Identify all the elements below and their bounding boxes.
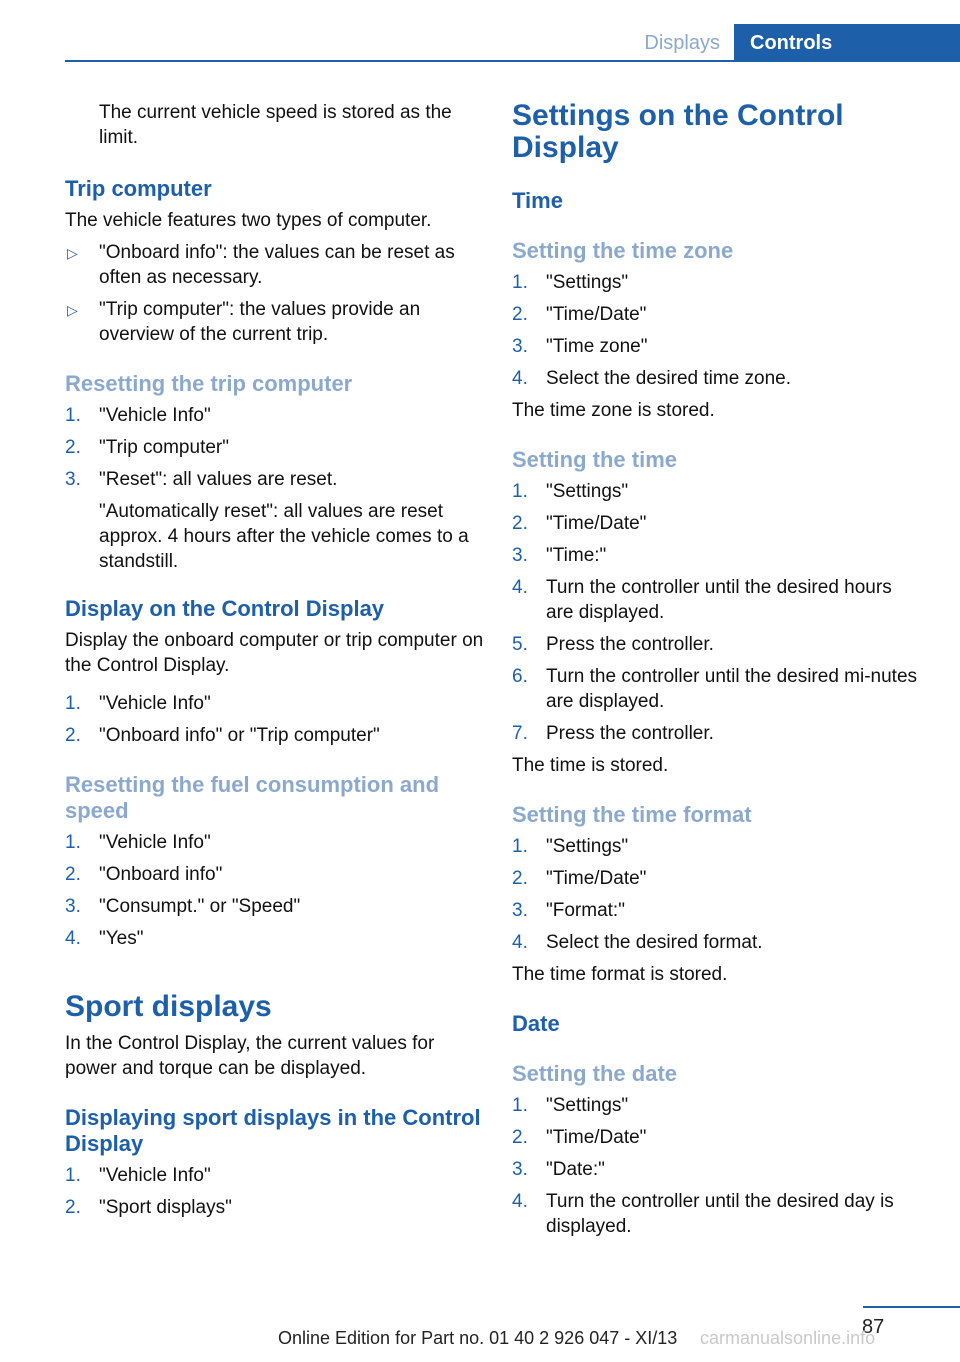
left-column	[65, 100, 485, 1227]
reset-trip-steps	[65, 403, 485, 574]
heading-sport-displays: Sport displays	[65, 990, 272, 1023]
triangle-bullet-icon: ▷	[67, 302, 78, 318]
display-control-steps	[65, 691, 485, 748]
list-item: 1. "Settings"	[512, 836, 629, 857]
list-item: 1. "Vehicle Info"	[65, 832, 211, 853]
trip-computer-list	[65, 240, 485, 347]
sport-display-steps	[65, 1163, 485, 1220]
heading-trip-computer: Trip computer	[65, 176, 212, 201]
list-item: 7. Press the controller.	[512, 723, 714, 744]
heading-set-time: Setting the time	[512, 447, 678, 472]
page-header	[0, 24, 960, 62]
list-item: 2. "Trip computer"	[65, 437, 229, 458]
list-item: 4. Select the desired time zone.	[512, 368, 792, 389]
list-item: 4. Turn the controller until the desired day is displayed.	[512, 1191, 894, 1237]
edition-note: Online Edition for Part no. 01 40 2 926 047 - XI/13	[278, 1328, 678, 1348]
list-item: 3. "Reset": all values are reset. "Automatically reset": all values are reset approx. 4 hours after the vehicle comes to a standstill.	[65, 467, 485, 574]
list-item: 4. "Yes"	[65, 928, 144, 949]
intro-text: The current vehicle speed is stored as the limit.	[99, 102, 452, 148]
list-item: 2. "Time/Date"	[512, 304, 647, 325]
time-result: The time is stored.	[512, 755, 669, 776]
sport-displays-text: In the Control Display, the current values for power and torque can be displayed.	[65, 1033, 435, 1079]
page-number: 87	[862, 1316, 885, 1338]
list-item: 1. "Settings"	[512, 272, 629, 293]
heading-reset-trip: Resetting the trip computer	[65, 371, 353, 396]
heading-set-date: Setting the date	[512, 1061, 678, 1086]
list-item: 2. "Time/Date"	[512, 1127, 647, 1148]
list-item: 3. "Time:"	[512, 545, 607, 566]
set-date-steps	[512, 1093, 922, 1239]
tab-displays[interactable]: Displays	[644, 32, 720, 54]
list-item: 2. "Time/Date"	[512, 868, 647, 889]
list-item: 3. "Date:"	[512, 1159, 605, 1180]
heading-display-control: Display on the Control Display	[65, 596, 385, 621]
right-column	[512, 100, 922, 1246]
list-item: 2. "Sport displays"	[65, 1197, 232, 1218]
watermark: carmanualsonline.info	[700, 1328, 876, 1348]
list-item: 1. "Settings"	[512, 1095, 629, 1116]
trip-computer-text: The vehicle features two types of computer.	[65, 210, 432, 231]
list-item: 2. "Onboard info" or "Trip computer"	[65, 725, 380, 746]
footer-rule	[863, 1306, 960, 1308]
list-item: 3. "Consumpt." or "Speed"	[65, 896, 301, 917]
heading-time-zone: Setting the time zone	[512, 238, 734, 263]
time-zone-result: The time zone is stored.	[512, 400, 715, 421]
time-zone-steps	[512, 270, 922, 391]
list-item: 1. "Settings"	[512, 481, 629, 502]
header-rule	[65, 60, 960, 62]
heading-settings: Settings on the Control Display	[512, 99, 844, 164]
list-item: 2. "Time/Date"	[512, 513, 647, 534]
list-item: 4. Turn the controller until the desired hours are displayed.	[512, 577, 892, 623]
tab-controls[interactable]: Controls	[734, 24, 960, 62]
triangle-bullet-icon: ▷	[67, 245, 78, 261]
list-item: 1. "Vehicle Info"	[65, 405, 211, 426]
list-item: 6. Turn the controller until the desired mi‐nutes are displayed.	[512, 666, 918, 712]
heading-time: Time	[512, 188, 563, 213]
heading-date: Date	[512, 1011, 560, 1036]
list-item: 1. "Vehicle Info"	[65, 1165, 211, 1186]
heading-sport-display-control: Displaying sport displays in the Control Display	[65, 1105, 481, 1156]
list-item: 3. "Format:"	[512, 900, 625, 921]
heading-reset-fuel: Resetting the fuel consumption and speed	[65, 772, 440, 823]
heading-time-format: Setting the time format	[512, 802, 752, 827]
auto-reset-note: "Automatically reset": all values are reset approx. 4 hours after the vehicle comes to a standstill.	[99, 501, 469, 572]
list-item: 2. "Onboard info"	[65, 864, 223, 885]
time-format-steps	[512, 834, 922, 955]
display-control-text: Display the onboard computer or trip computer on the Control Display.	[65, 630, 484, 676]
time-format-result: The time format is stored.	[512, 964, 728, 985]
list-item: ▷ "Trip computer": the values provide an overview of the current trip.	[67, 299, 421, 345]
list-item: 3. "Time zone"	[512, 336, 648, 357]
list-item: 5. Press the controller.	[512, 634, 714, 655]
list-item: 1. "Vehicle Info"	[65, 693, 211, 714]
reset-fuel-steps	[65, 830, 485, 951]
set-time-steps	[512, 479, 922, 746]
list-item: ▷ "Onboard info": the values can be reset as often as necessary.	[67, 242, 455, 288]
list-item: 4. Select the desired format.	[512, 932, 763, 953]
